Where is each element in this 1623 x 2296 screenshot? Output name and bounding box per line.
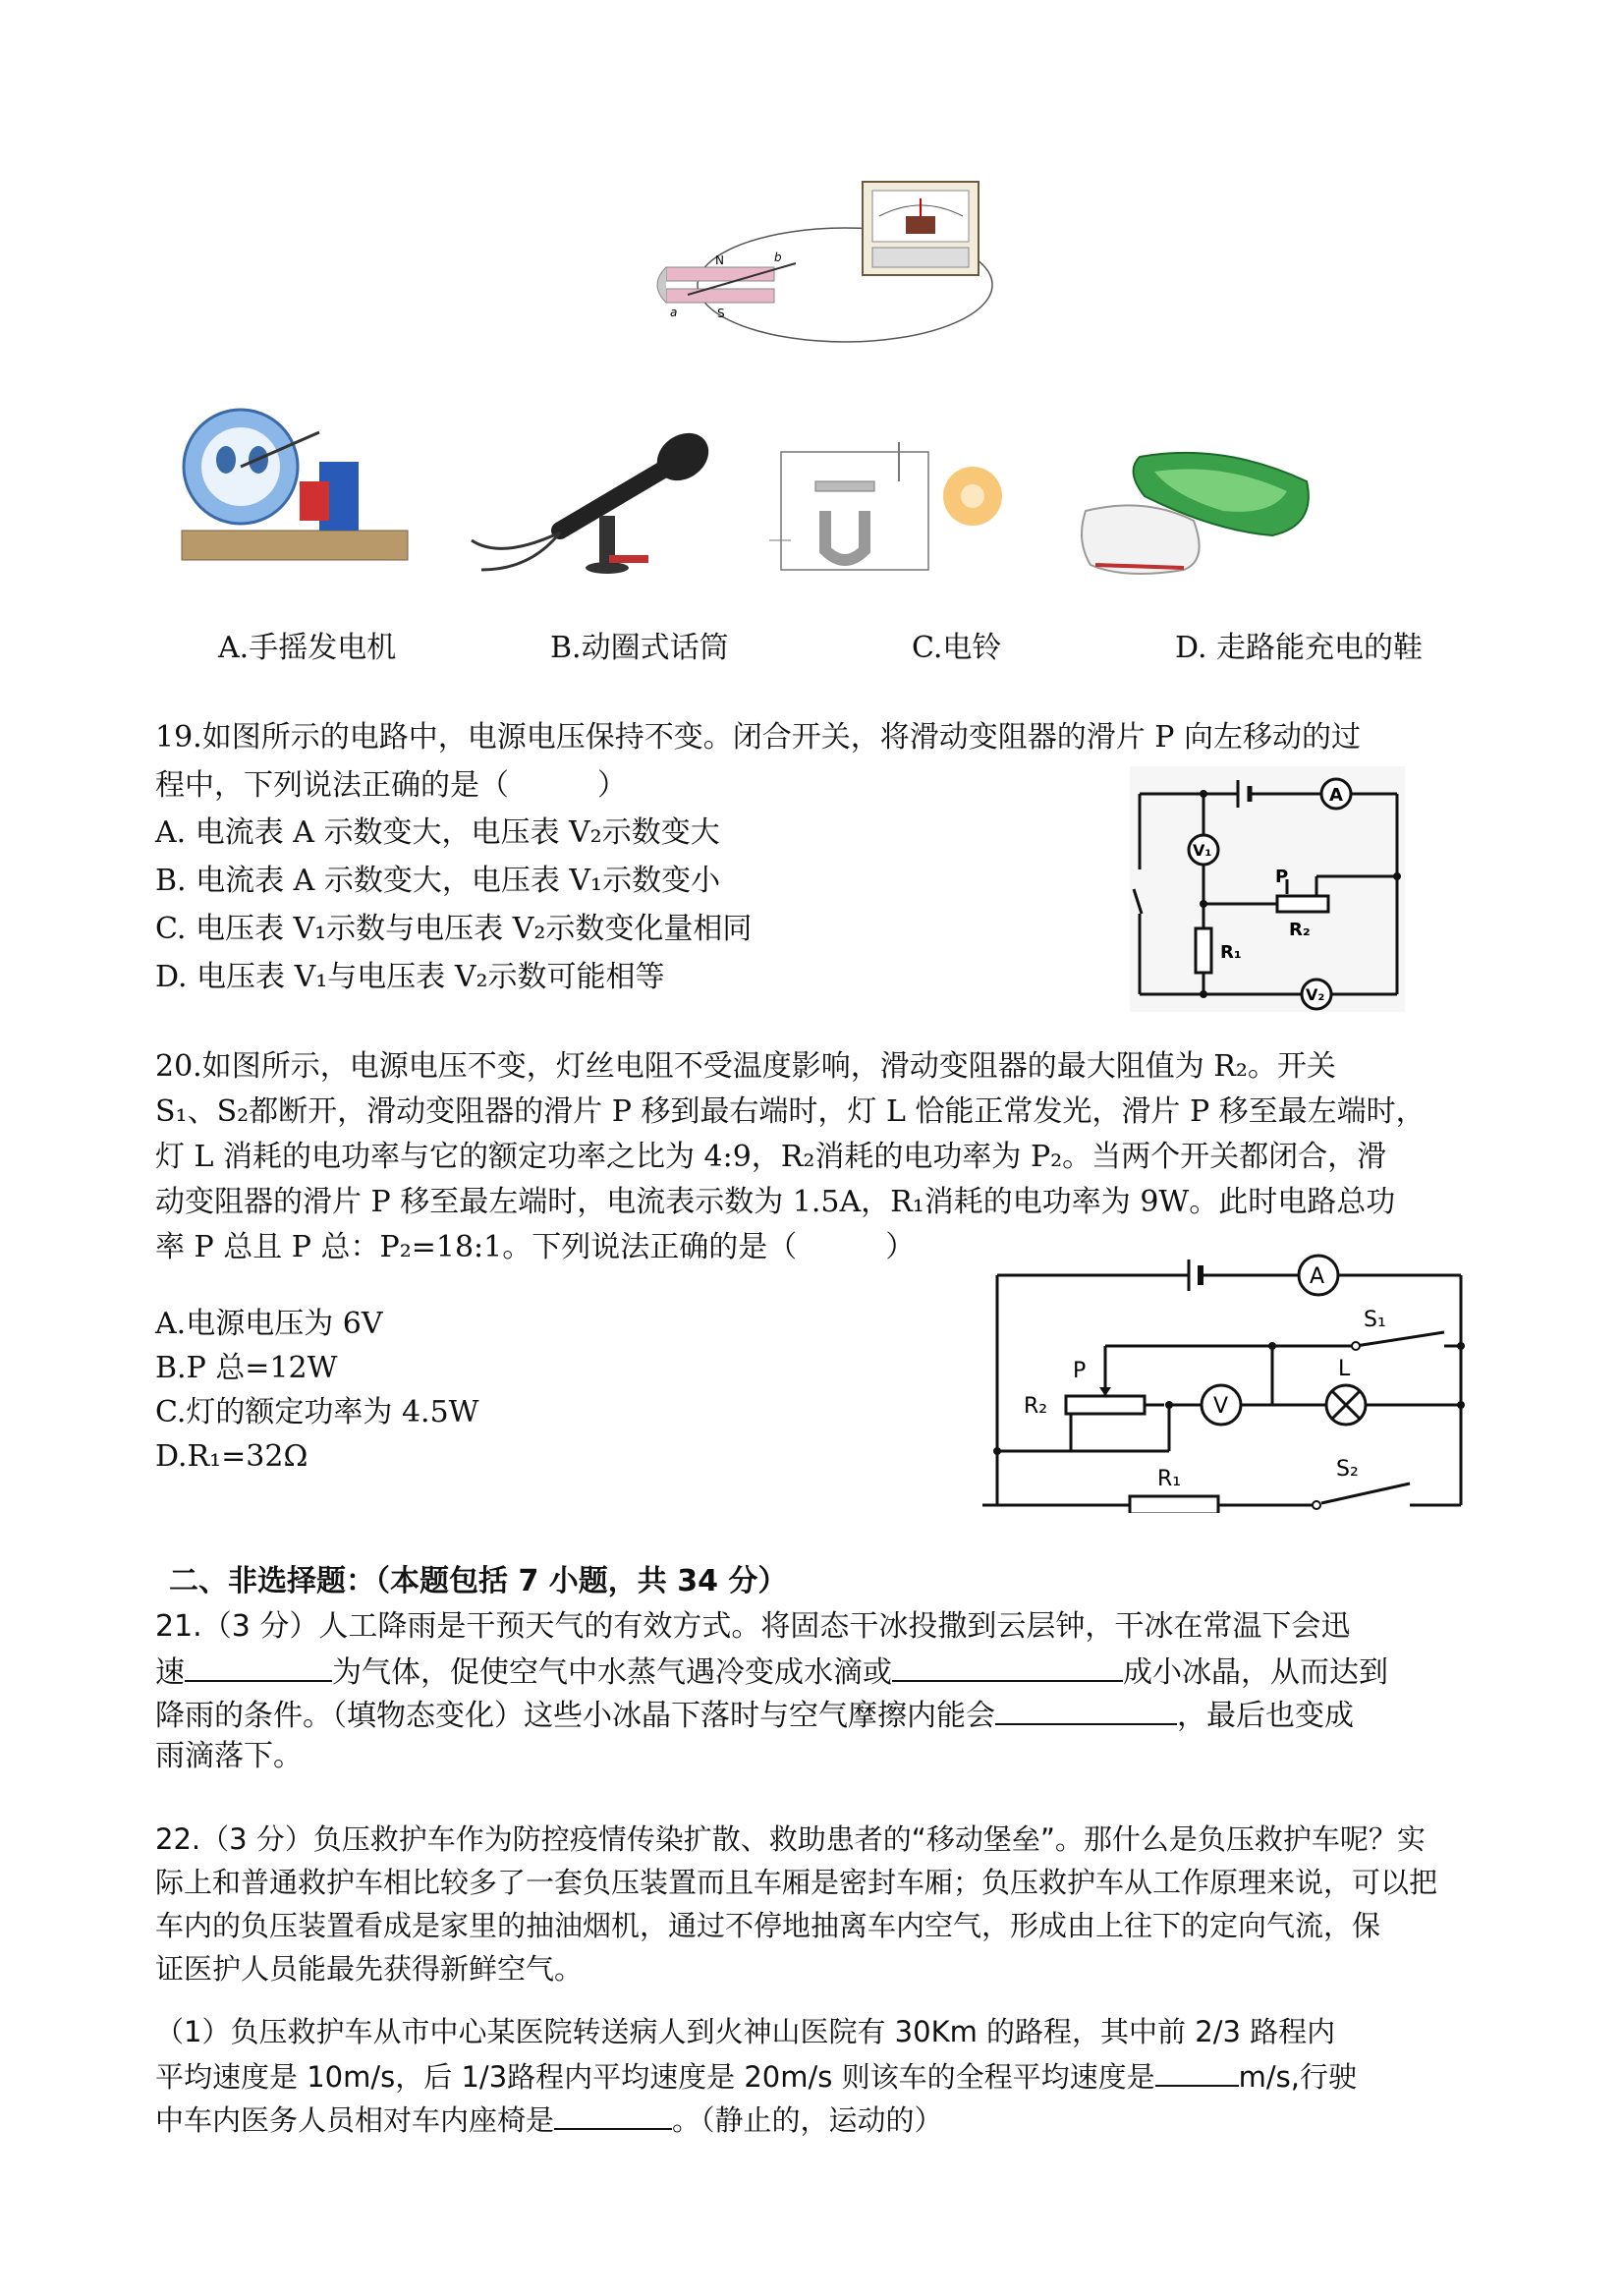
microphone-image xyxy=(462,422,727,580)
q21-line2-b: 为气体，促使空气中水蒸气遇冷变成水滴或 xyxy=(332,1655,892,1690)
q20-stem-line3: 灯 L 消耗的电功率与它的额定功率之比为 4:9，R₂消耗的电功率为 P₂。当两个开关都闭合，滑 xyxy=(155,1140,1387,1174)
q21-line2-a: 速 xyxy=(155,1655,185,1690)
q22-line2: 际上和普通救护车相比较多了一套负压装置而且车厢是密封车厢；负压救护车从工作原理来说，可以把 xyxy=(155,1866,1438,1899)
q19-option-d: D. 电压表 V₁与电压表 V₂示数可能相等 xyxy=(155,960,665,994)
q22-part1-line2-a: 平均速度是 10m/s，后 1/3路程内平均速度是 20m/s 则该车的全程平均速度是 xyxy=(155,2060,1155,2094)
q19-option-a: A. 电流表 A 示数变大，电压表 V₂示数变大 xyxy=(155,815,720,850)
q21-blank-1[interactable] xyxy=(185,1651,332,1682)
q19-slider-p-label: P xyxy=(1275,867,1289,887)
q21-line2 xyxy=(155,1651,1388,1693)
charging-shoe-image xyxy=(1076,442,1321,589)
section2-title: 二、非选择题：（本题包括 7 小题，共 34 分） xyxy=(169,1564,788,1598)
q21-blank-2[interactable] xyxy=(892,1651,1123,1682)
q22-blank-motion[interactable] xyxy=(554,2099,672,2130)
q19-ammeter-label: A xyxy=(1329,785,1343,806)
q21-line3-a: 降雨的条件。（填物态变化）这些小冰晶下落时与空气摩擦内能会 xyxy=(155,1699,995,1733)
q19-v1-label: V₁ xyxy=(1193,841,1212,860)
q20-slider-p-label: P xyxy=(1073,1359,1087,1383)
q20-ammeter-label: A xyxy=(1310,1264,1325,1289)
q20-stem-line1: 20.如图所示，电源电压不变，灯丝电阻不受温度影响，滑动变阻器的最大阻值为 R₂。开关 xyxy=(155,1049,1336,1084)
q19-r1-label: R₁ xyxy=(1220,942,1242,963)
q20-stem-line2: S₁、S₂都断开，滑动变阻器的滑片 P 移到最右端时，灯 L 恰能正常发光，滑片 P 移至最左端时， xyxy=(155,1094,1426,1129)
q19-stem-line1: 19.如图所示的电路中，电源电压保持不变。闭合开关，将滑动变阻器的滑片 P 向左移动的过 xyxy=(155,720,1361,755)
q22-part1-line2-b: m/s,行驶 xyxy=(1238,2060,1357,2094)
q21-line3 xyxy=(155,1694,1354,1736)
option-c-electric-bell: C.电铃 xyxy=(912,631,1002,665)
q22-part1-line2 xyxy=(155,2055,1357,2097)
q19-stem-line2: 程中，下列说法正确的是（ ） xyxy=(155,768,627,803)
q21-line3-b: ，最后也变成 xyxy=(1177,1699,1354,1733)
q19-option-b: B. 电流表 A 示数变大，电压表 V₁示数变小 xyxy=(155,864,721,898)
magnet-galvanometer-figure xyxy=(648,177,1002,354)
q22-part1-line3 xyxy=(155,2099,943,2140)
q21-line1: 21.（3 分）人工降雨是干预天气的有效方式。将固态干冰投撒到云层钟，干冰在常温下会迅 xyxy=(155,1609,1351,1644)
q20-r2-label: R₂ xyxy=(1024,1394,1048,1419)
q20-lamp-l-label: L xyxy=(1338,1357,1351,1381)
q19-r2-label: R₂ xyxy=(1289,920,1311,940)
q22-line4: 证医护人员能最先获得新鲜空气。 xyxy=(155,1952,584,1986)
q20-option-d: D.R₁=32Ω xyxy=(155,1439,308,1474)
q22-blank-speed[interactable] xyxy=(1155,2055,1239,2087)
option-d-charging-shoe: D. 走路能充电的鞋 xyxy=(1175,631,1424,665)
q21-blank-3[interactable] xyxy=(995,1694,1177,1725)
q20-s1-label: S₁ xyxy=(1364,1308,1386,1332)
q20-stem-line4: 动变阻器的滑片 P 移至最左端时，电流表示数为 1.5A，R₁消耗的电功率为 9W。此时电路总功 xyxy=(155,1185,1396,1219)
q20-option-b: B.P 总=12W xyxy=(155,1351,338,1385)
q20-s2-label: S₂ xyxy=(1336,1457,1359,1482)
q22-line1: 22.（3 分）负压救护车作为防控疫情传染扩散、救助患者的“移动堡垒”。那什么是负压救护车呢？实 xyxy=(155,1822,1426,1856)
q19-circuit-diagram xyxy=(1130,766,1405,1012)
q20-stem-line5: 率 P 总且 P 总：P₂=18:1。下列说法正确的是（ ） xyxy=(155,1230,916,1264)
q22-part1-line3-a: 中车内医务人员相对车内座椅是 xyxy=(155,2103,555,2137)
magnet-n-label: N xyxy=(715,253,724,267)
q20-r1-label: R₁ xyxy=(1157,1467,1182,1491)
q20-circuit-diagram xyxy=(982,1248,1474,1513)
wire-b-label: b xyxy=(774,251,782,264)
magnet-s-label: S xyxy=(717,307,725,320)
q20-option-a: A.电源电压为 6V xyxy=(155,1307,383,1341)
q22-part1-line3-b: 。（静止的，运动的） xyxy=(672,2103,943,2137)
wire-a-label: a xyxy=(670,306,678,319)
q20-voltmeter-label: V xyxy=(1213,1394,1229,1419)
q19-v2-label: V₂ xyxy=(1306,985,1325,1004)
q22-part1-line1: （1）负压救护车从市中心某医院转送病人到火神山医院有 30Km 的路程，其中前 2/3 路程内 xyxy=(155,2015,1336,2048)
option-b-microphone: B.动圈式话筒 xyxy=(550,631,729,665)
option-a-hand-generator: A.手摇发电机 xyxy=(218,631,397,665)
hand-generator-image xyxy=(172,403,418,580)
electric-bell-image xyxy=(761,432,1007,580)
q21-line4: 雨滴落下。 xyxy=(155,1739,303,1773)
q22-line3: 车内的负压装置看成是家里的抽油烟机，通过不停地抽离车内空气，形成由上往下的定向气流，保 xyxy=(155,1909,1381,1942)
q19-option-c: C. 电压表 V₁示数与电压表 V₂示数变化量相同 xyxy=(155,912,753,946)
q21-line2-c: 成小冰晶，从而达到 xyxy=(1123,1655,1388,1690)
q20-option-c: C.灯的额定功率为 4.5W xyxy=(155,1395,479,1429)
